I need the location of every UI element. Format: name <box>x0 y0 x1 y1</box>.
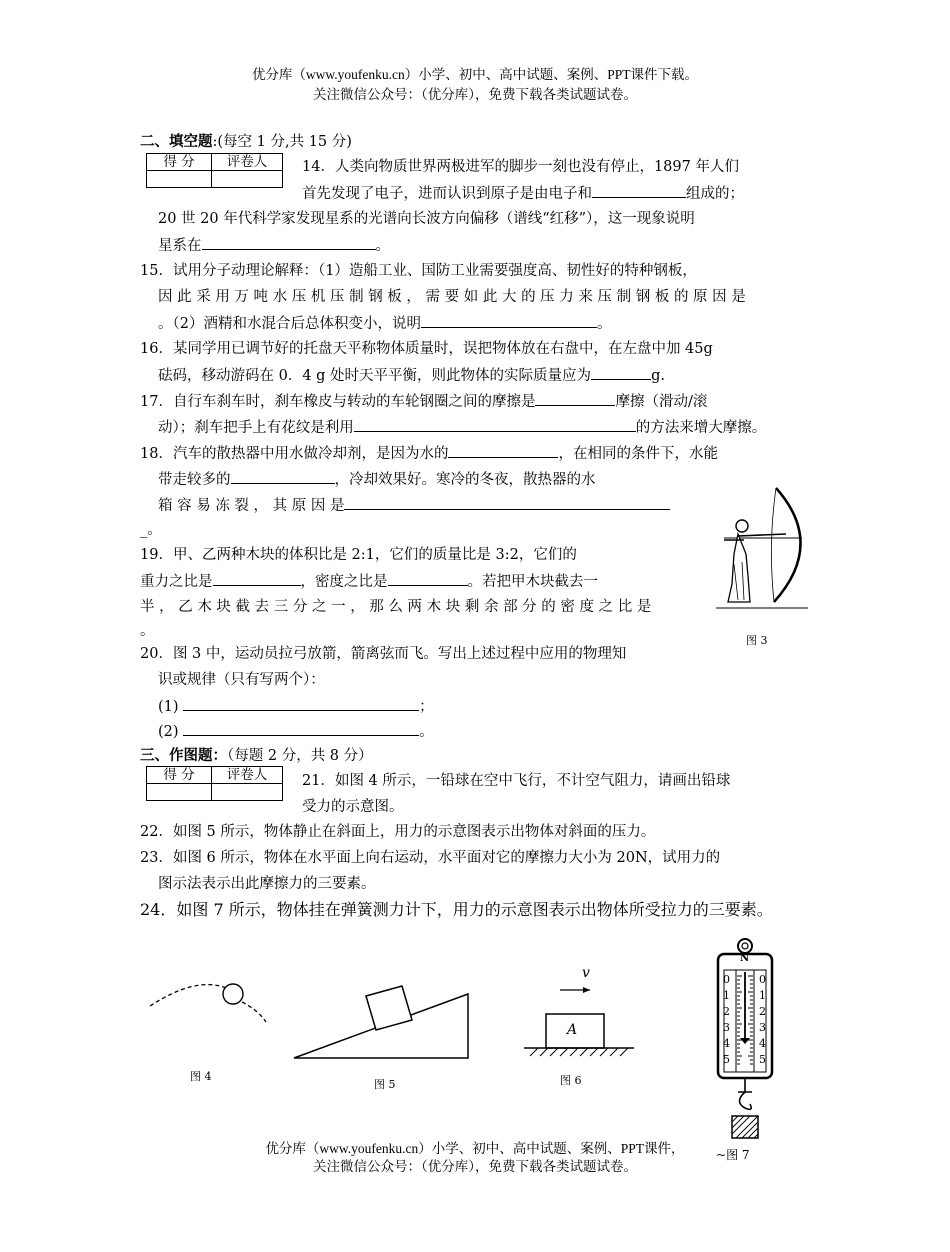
score-cell[interactable] <box>147 784 212 801</box>
score-header: 得 分 <box>147 767 212 784</box>
scale-unit-label: N <box>740 953 750 964</box>
header-line-1: 优分库（www.youfenku.cn）小学、初中、高中试题、案例、PPT课件下载。 <box>251 67 699 82</box>
q18-line-4: _。 <box>140 522 162 538</box>
grader-cell[interactable] <box>212 784 283 801</box>
q18-blank-2[interactable] <box>231 469 335 484</box>
section-2-heading: 二、填空题:(每空 1 分,共 15 分) <box>140 134 352 150</box>
fig3-caption: 图 3 <box>746 634 768 647</box>
scale-tick: 5 <box>759 1053 766 1066</box>
grader-header: 评卷人 <box>212 154 283 171</box>
q17-line-2: 动）；刹车把手上有花纹是利用 的方法来增大摩擦。 <box>158 417 766 438</box>
q17-blank-1[interactable] <box>535 391 615 406</box>
q14-line-4: 星系在 。 <box>158 235 390 256</box>
q23-line-2: 图示法表示出此摩擦力的三要素。 <box>158 876 376 892</box>
fig4-caption: 图 4 <box>190 1070 212 1083</box>
score-cell[interactable] <box>147 171 212 188</box>
q18-blank-1[interactable] <box>448 443 558 458</box>
scale-tick: 3 <box>759 1021 766 1034</box>
q20-line-2: 识或规律（只有写两个）： <box>158 672 325 688</box>
scale-tick: 5 <box>723 1053 730 1066</box>
scale-left-numbers <box>723 972 730 1068</box>
q21-line-2: 受力的示意图。 <box>302 799 404 815</box>
q15-line-2: 因 此 采 用 万 吨 水 压 机 压 制 钢 板 ， 需 要 如 此 大 的 压 力 来 压 制 钢 板 的 原 因 是 <box>158 289 746 305</box>
grader-cell[interactable] <box>212 171 283 188</box>
q22-line: 22．如图 5 所示，物体静止在斜面上，用力的示意图表示出物体对斜面的压力。 <box>140 824 656 840</box>
q20-line-3: (1) ； <box>158 696 434 717</box>
scale-tick: 0 <box>723 973 730 986</box>
q17-line-1: 17．自行车刹车时，刹车橡皮与转动的车轮钢圈之间的摩擦是 摩擦（滑动/滚 <box>140 391 707 412</box>
scale-tick: 2 <box>723 1005 730 1018</box>
q20-blank-2[interactable] <box>183 721 419 736</box>
q18-line-3: 箱 容 易 冻 裂 ， 其 原 因 是 <box>158 495 670 516</box>
score-table-section-2 <box>146 153 283 188</box>
q14-blank-2[interactable] <box>202 235 376 250</box>
fig6-caption: 图 6 <box>560 1074 582 1087</box>
q20-line-1: 20．图 3 中，运动员拉弓放箭，箭离弦而飞。写出上述过程中应用的物理知 <box>140 646 627 662</box>
q19-blank-1[interactable] <box>213 571 301 586</box>
block-label: A <box>567 1022 578 1038</box>
header-line-2: 关注微信公众号：（优分库），免费下载各类试题试卷。 <box>313 87 637 102</box>
section-3-heading: 三、作图题：（每题 2 分，共 8 分） <box>140 748 373 764</box>
score-header: 得 分 <box>147 154 212 171</box>
q19-line-2: 重力之比是 ，密度之比是 。若把甲木块截去一 <box>140 571 598 592</box>
scale-tick: 0 <box>759 973 766 986</box>
q19-blank-2[interactable] <box>388 571 468 586</box>
fig5-caption: 图 5 <box>374 1078 396 1091</box>
q19-line-4: 。 <box>140 623 155 639</box>
q18-blank-3[interactable] <box>344 495 670 510</box>
q18-line-2: 带走较多的 ，冷却效果好。寒冷的冬夜，散热器的水 <box>158 469 596 490</box>
q15-blank[interactable] <box>421 313 597 328</box>
velocity-label: v <box>582 965 590 981</box>
q14-line-2: 首先发现了电子，进而认识到原子是由电子和 组成的； <box>302 183 744 204</box>
q15-line-3: 。（2）酒精和水混合后总体积变小，说明 。 <box>158 313 611 334</box>
q19-line-3: 半 ， 乙 木 块 截 去 三 分 之 一 ， 那 么 两 木 块 剩 余 部 分 的 密 度 之 比 是 <box>140 599 652 615</box>
scale-tick: 4 <box>723 1037 730 1050</box>
fig7-caption: ~图 7 <box>716 1148 750 1162</box>
q14-blank-1[interactable] <box>592 183 686 198</box>
q23-line-1: 23．如图 6 所示，物体在水平面上向右运动，水平面对它的摩擦力大小为 20N，试用力的 <box>140 850 721 866</box>
footer-line-2: 关注微信公众号：（优分库），免费下载各类试题试卷。 <box>313 1159 637 1174</box>
shot-put-figure <box>146 980 272 1028</box>
q16-blank[interactable] <box>591 365 651 380</box>
score-table-section-3 <box>146 766 283 801</box>
q20-line-4: (2) 。 <box>158 721 434 742</box>
incline-figure <box>290 984 476 1060</box>
q16-line-1: 16．某同学用已调节好的托盘天平称物体质量时，误把物体放在右盘中，在左盘中加 45g <box>140 341 713 357</box>
scale-tick: 1 <box>759 989 766 1002</box>
scale-tick: 2 <box>759 1005 766 1018</box>
q21-line-1: 21．如图 4 所示，一铅球在空中飞行，不计空气阻力，请画出铅球 <box>302 773 731 789</box>
scale-right-numbers <box>759 972 766 1068</box>
scale-tick: 4 <box>759 1037 766 1050</box>
archer-figure <box>716 484 808 612</box>
spring-scale-figure <box>712 936 778 1142</box>
grader-header: 评卷人 <box>212 767 283 784</box>
q16-line-2: 砝码，移动游码在 0．4 g 处时天平平衡，则此物体的实际质量应为 g. <box>158 365 665 386</box>
q24-line: 24．如图 7 所示，物体挂在弹簧测力计下，用力的示意图表示出物体所受拉力的三要素。 <box>140 900 773 919</box>
scale-tick: 3 <box>723 1021 730 1034</box>
q19-line-1: 19．甲、乙两种木块的体积比是 2:1，它们的质量比是 3:2，它们的 <box>140 547 577 563</box>
q20-blank-1[interactable] <box>183 696 419 711</box>
q14-line-1: 14．人类向物质世界两极进军的脚步一刻也没有停止，1897 年人们 <box>302 159 739 175</box>
q18-line-1: 18．汽车的散热器中用水做冷却剂，是因为水的 ，在相同的条件下，水能 <box>140 443 718 464</box>
q17-blank-2[interactable] <box>354 417 636 432</box>
q14-line-3: 20 世 20 年代科学家发现星系的光谱向长波方向偏移（谱线“红移”），这一现象说明 <box>158 211 695 227</box>
footer-line-1: 优分库（www.youfenku.cn）小学、初中、高中试题、案例、PPT课件， <box>265 1141 685 1156</box>
q15-line-1: 15．试用分子动理论解释：（1）造船工业、国防工业需要强度高、韧性好的特种钢板， <box>140 263 697 279</box>
block-on-floor-figure <box>522 984 638 1064</box>
scale-tick: 1 <box>723 989 730 1002</box>
